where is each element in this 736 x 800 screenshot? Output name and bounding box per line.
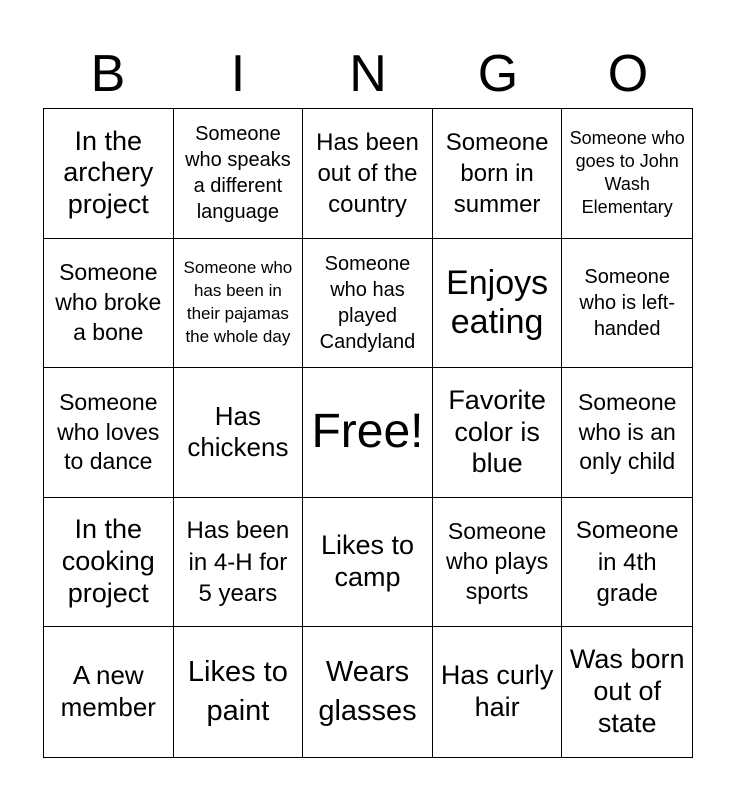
bingo-cell-r3-c4[interactable]	[433, 368, 563, 498]
bingo-header	[43, 40, 693, 108]
cell-text: Favorite color is blue	[448, 384, 546, 479]
bingo-cell-r4-c1[interactable]	[44, 498, 174, 628]
cell-text: Has curly hair	[440, 660, 554, 723]
cell-text: In the archery project	[63, 125, 154, 220]
bingo-grid	[43, 108, 693, 758]
cell-text: Has chickens	[187, 400, 289, 463]
free-space-text: Free!	[311, 405, 424, 459]
cell-text: In the cooking project	[61, 514, 155, 609]
cell-text: Likes to camp	[320, 530, 415, 593]
bingo-cell-r1-c4[interactable]	[433, 109, 563, 239]
cell-text: Someone who is left-handed	[579, 265, 675, 340]
cell-text: Someone born in summer	[445, 128, 549, 218]
cell-text: Someone who has been in their pajamas the whole day	[183, 258, 293, 346]
cell-text: Was born out of state	[569, 644, 685, 739]
bingo-cell-r4-c2[interactable]	[174, 498, 304, 628]
bingo-cell-r1-c1[interactable]	[44, 109, 174, 239]
bingo-cell-r4-c5[interactable]	[562, 498, 692, 628]
bingo-cell-r4-c3[interactable]	[303, 498, 433, 628]
bingo-cell-r1-c5[interactable]	[562, 109, 692, 239]
bingo-cell-r4-c4[interactable]	[433, 498, 563, 628]
bingo-cell-r5-c4[interactable]	[433, 627, 563, 757]
bingo-cell-r5-c2[interactable]	[174, 627, 304, 757]
cell-text: Someone who is an only child	[577, 388, 677, 475]
cell-text: Has been in 4-H for 5 years	[186, 517, 290, 607]
cell-text: Someone who loves to dance	[57, 388, 160, 475]
cell-text: Someone who speaks a different language	[185, 123, 291, 224]
header-letter-n: N	[349, 45, 387, 103]
bingo-cell-r1-c3[interactable]	[303, 109, 433, 239]
cell-text: Someone in 4th grade	[575, 517, 679, 607]
header-letter-o: O	[607, 45, 649, 103]
bingo-cell-r3-c2[interactable]	[174, 368, 304, 498]
cell-text: Enjoys eating	[446, 264, 549, 341]
bingo-cell-r2-c1[interactable]	[44, 239, 174, 369]
bingo-cell-r5-c3[interactable]	[303, 627, 433, 757]
cell-text: Has been out of the country	[316, 128, 419, 218]
bingo-cell-r2-c4[interactable]	[433, 239, 563, 369]
bingo-cell-r5-c1[interactable]	[44, 627, 174, 757]
bingo-cell-r3-c1[interactable]	[44, 368, 174, 498]
cell-text: Likes to paint	[187, 656, 288, 728]
cell-text: Wears glasses	[318, 656, 417, 728]
cell-text: Someone who has played Candyland	[319, 252, 416, 353]
header-letter-i: I	[230, 45, 246, 103]
cell-text: Someone who broke a bone	[55, 259, 162, 345]
bingo-cell-free[interactable]	[303, 368, 433, 498]
bingo-cell-r2-c2[interactable]	[174, 239, 304, 369]
cell-text: Someone who goes to John Wash Elementary	[569, 128, 685, 218]
header-letter-g: G	[477, 45, 519, 103]
bingo-cell-r2-c5[interactable]	[562, 239, 692, 369]
bingo-cell-r3-c5[interactable]	[562, 368, 692, 498]
bingo-cell-r1-c2[interactable]	[174, 109, 304, 239]
cell-text: Someone who plays sports	[445, 518, 549, 605]
header-letter-b: B	[90, 45, 126, 103]
cell-text: A new member	[60, 660, 156, 723]
bingo-cell-r5-c5[interactable]	[562, 627, 692, 757]
bingo-cell-r2-c3[interactable]	[303, 239, 433, 369]
